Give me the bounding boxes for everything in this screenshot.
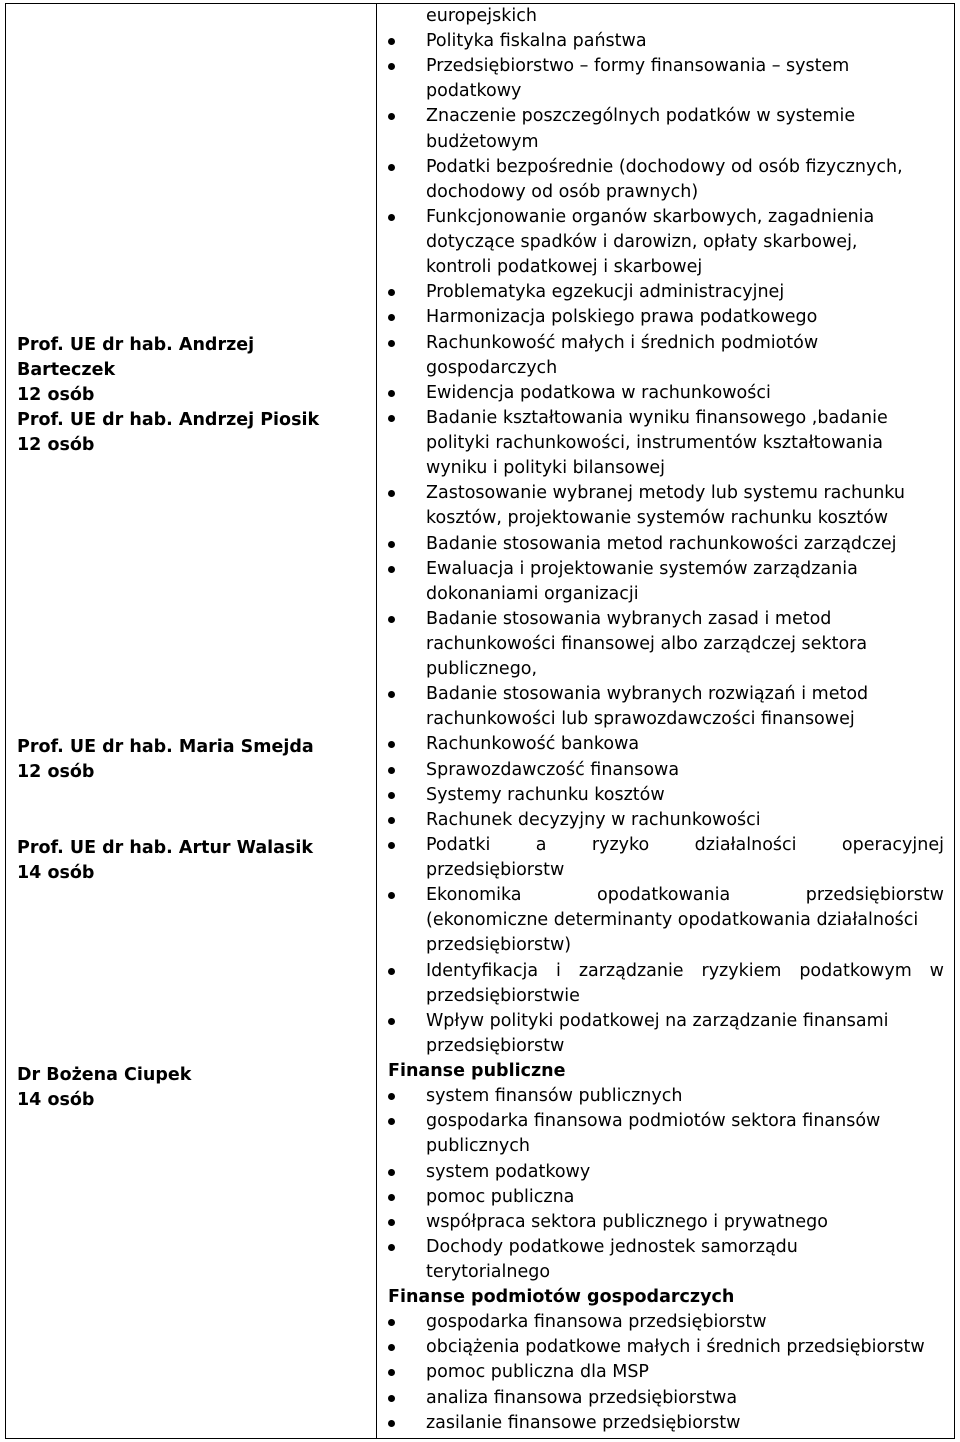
- topic-line: system podatkowy: [426, 1161, 591, 1182]
- topic-line: terytorialnego: [426, 1262, 551, 1282]
- topic-line: Podatki bezpośrednie (dochodowy od osób fizycznych,: [426, 156, 903, 177]
- group-size: 14 osób: [17, 863, 95, 883]
- bullet-icon: [388, 817, 395, 824]
- topic-line: system finansów publicznych: [426, 1086, 683, 1107]
- topic-line: przedsiębiorstwie: [426, 985, 580, 1006]
- topic-line: Przedsiębiorstwo – formy finansowania – system: [426, 56, 850, 77]
- topic-line: wyniku i polityki bilansowej: [426, 458, 666, 479]
- topic-line: Wpływ polityki podatkowej na zarządzanie finansami: [426, 1010, 889, 1031]
- bullet-icon: [388, 1219, 395, 1226]
- topic-line: kontroli podatkowej i skarbowej: [426, 257, 703, 278]
- bullet-icon: [388, 616, 395, 623]
- topic-line: Polityka fiskalna państwa: [426, 31, 647, 52]
- group-size: 12 osób: [17, 435, 95, 455]
- supervisor-name: Barteczek: [17, 360, 116, 380]
- group-size: 12 osób: [17, 385, 95, 405]
- bullet-icon: [388, 792, 395, 799]
- topic-line: dochodowy od osób prawnych): [426, 181, 699, 202]
- topic-line: analiza finansowa przedsiębiorstwa: [426, 1387, 738, 1408]
- topic-line: rachunkowości lub sprawozdawczości finansowej: [426, 709, 855, 730]
- topic-line: Rachunkowość małych i średnich podmiotów: [426, 332, 819, 353]
- bullet-icon: [388, 1420, 395, 1427]
- topic-line: Dochody podatkowe jednostek samorządu: [426, 1236, 798, 1257]
- topic-line: Znaczenie poszczególnych podatków w systemie: [426, 106, 856, 127]
- topic-line: publicznych: [426, 1136, 531, 1157]
- supervisor-name: Prof. UE dr hab. Maria Smejda: [17, 737, 314, 757]
- topic-line: Badanie stosowania wybranych rozwiązań i metod: [426, 684, 869, 705]
- topic-line: gospodarka finansowa podmiotów sektora finansów: [426, 1111, 881, 1132]
- bullet-icon: [388, 1194, 395, 1201]
- topic-line: Ewaluacja i projektowanie systemów zarządzania: [426, 558, 858, 579]
- topic-line: publicznego,: [426, 659, 538, 680]
- column-divider: [376, 3, 377, 1439]
- topic-line: współpraca sektora publicznego i prywatnego: [426, 1211, 828, 1232]
- topic-line: pomoc publiczna dla MSP: [426, 1362, 649, 1383]
- supervisor-ciupek: [17, 1063, 191, 1113]
- topic-line: przedsiębiorstw: [426, 860, 565, 881]
- topic-line: pomoc publiczna: [426, 1186, 575, 1207]
- topic-line: podatkowy: [426, 81, 522, 102]
- topic-line: Badanie stosowania metod rachunkowości zarządczej: [426, 533, 897, 554]
- bullet-icon: [388, 390, 395, 397]
- bullet-icon: [388, 968, 395, 975]
- supervisor-barteczek: [17, 333, 254, 408]
- topic-line: gospodarka finansowa przedsiębiorstw: [426, 1312, 767, 1333]
- bullet-icon: [388, 1018, 395, 1025]
- topic-line: Funkcjonowanie organów skarbowych, zagadnienia: [426, 206, 875, 227]
- topic-line: gospodarczych: [426, 357, 558, 378]
- topic-line: Rachunkowość bankowa: [426, 734, 640, 755]
- topic-line: Identyfikacja i zarządzanie ryzykiem podatkowym w: [426, 960, 944, 981]
- bullet-icon: [388, 842, 395, 849]
- topic-line: Podatki a ryzyko działalności operacyjnej: [426, 834, 944, 855]
- supervisor-name: Prof. UE dr hab. Artur Walasik: [17, 838, 313, 858]
- topic-line: obciążenia podatkowe małych i średnich przedsiębiorstw: [426, 1337, 925, 1358]
- topic-line: Sprawozdawczość finansowa: [426, 759, 680, 780]
- bullet-icon: [388, 566, 395, 573]
- bullet-icon: [388, 1169, 395, 1176]
- topic-line: Ewidencja podatkowa w rachunkowości: [426, 382, 771, 403]
- supervisor-piosik: [17, 408, 319, 458]
- topic-line: przedsiębiorstw: [426, 1035, 565, 1056]
- topic-line: kosztów, projektowanie systemów rachunku kosztów: [426, 508, 889, 529]
- bullet-icon: [388, 214, 395, 221]
- bullet-icon: [388, 1395, 395, 1402]
- topic-line: (ekonomiczne determinanty opodatkowania działalności: [426, 910, 919, 931]
- topic-line: przedsiębiorstw): [426, 935, 572, 956]
- topic-line: Rachunek decyzyjny w rachunkowości: [426, 809, 761, 830]
- topic-line: Harmonizacja polskiego prawa podatkowego: [426, 307, 818, 328]
- topic-line: zasilanie finansowe przedsiębiorstw: [426, 1412, 741, 1433]
- bullet-icon: [388, 164, 395, 171]
- topic-line: dotyczące spadków i darowizn, opłaty skarbowej,: [426, 232, 858, 253]
- topic-line: Zastosowanie wybranej metody lub systemu rachunku: [426, 483, 905, 504]
- topic-line: Systemy rachunku kosztów: [426, 784, 665, 805]
- section-heading: Finanse podmiotów gospodarczych: [388, 1287, 735, 1308]
- supervisor-name: Prof. UE dr hab. Andrzej: [17, 335, 255, 355]
- topic-line: Badanie stosowania wybranych zasad i metod: [426, 608, 832, 629]
- group-size: 14 osób: [17, 1090, 95, 1110]
- topic-line: Badanie kształtowania wyniku finansowego ,badanie: [426, 407, 888, 428]
- bullet-icon: [388, 541, 395, 548]
- bullet-icon: [388, 415, 395, 422]
- topic-line: dokonaniami organizacji: [426, 583, 639, 604]
- topic-line: Ekonomika opodatkowania przedsiębiorstw: [426, 885, 944, 906]
- topic-line: europejskich: [426, 6, 537, 26]
- supervisor-smejda: [17, 735, 314, 785]
- bullet-icon: [388, 340, 395, 347]
- topic-line: rachunkowości finansowej albo zarządczej sektora: [426, 634, 868, 654]
- supervisor-walasik: [17, 836, 313, 886]
- supervisor-name: Dr Bożena Ciupek: [17, 1065, 192, 1085]
- topic-line: budżetowym: [426, 131, 539, 152]
- bullet-icon: [388, 767, 395, 774]
- bullet-icon: [388, 1244, 395, 1251]
- topic-line: polityki rachunkowości, instrumentów kształtowania: [426, 433, 883, 454]
- supervisor-name: Prof. UE dr hab. Andrzej Piosik: [17, 410, 320, 430]
- topic-line: Problematyka egzekucji administracyjnej: [426, 282, 785, 303]
- section-heading: Finanse publiczne: [388, 1061, 566, 1082]
- group-size: 12 osób: [17, 762, 95, 782]
